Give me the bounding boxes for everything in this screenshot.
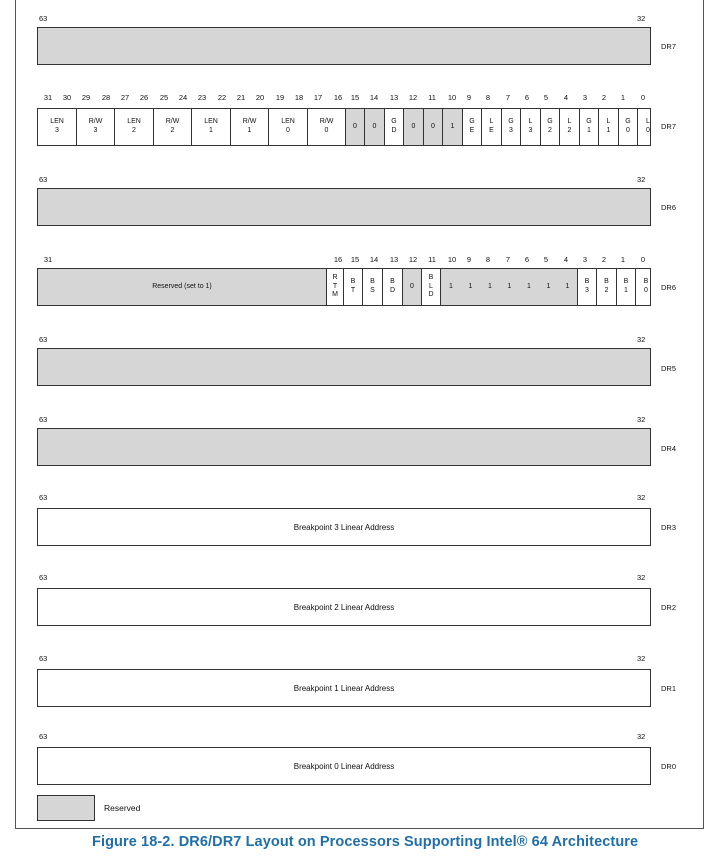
dr7-bit-number-26: 26 — [139, 93, 149, 102]
dr7-field-len0-6: LEN 0 — [269, 109, 308, 145]
dr7-field-0-11: 0 — [404, 109, 424, 145]
dr1-name: DR1 — [661, 684, 677, 693]
dr7-field-g0-22: G 0 — [619, 109, 638, 145]
dr6-bit-number-7: 7 — [505, 255, 511, 264]
dr3-label: Breakpoint 3 Linear Address — [293, 522, 395, 532]
dr7-bit-number-5: 5 — [543, 93, 549, 102]
dr7-bit-number-19: 19 — [275, 93, 285, 102]
dr6-low-name: DR6 — [661, 283, 677, 292]
dr7-bit-number-30: 30 — [62, 93, 72, 102]
dr7-bit-number-4: 4 — [563, 93, 569, 102]
dr7-field-ge-14: G E — [463, 109, 482, 145]
dr7-bit-number-25: 25 — [159, 93, 169, 102]
dr6-bit-number-31: 31 — [43, 255, 53, 264]
dr6-low-register — [37, 268, 651, 306]
dr0-register — [37, 747, 651, 785]
dr7-field-le-15: L E — [482, 109, 502, 145]
dr0-name: DR0 — [661, 762, 677, 771]
dr6-bit-number-6: 6 — [524, 255, 530, 264]
dr5-register — [37, 348, 651, 386]
dr7-bit-number-27: 27 — [120, 93, 130, 102]
dr7-high-register — [37, 27, 651, 65]
dr6-field-bs-3: B S — [363, 269, 383, 305]
dr1-bit-63: 63 — [39, 654, 48, 663]
dr6-field-1-8: 1 — [461, 269, 480, 305]
dr7-bit-number-17: 17 — [313, 93, 323, 102]
dr7-bit-number-0: 0 — [640, 93, 646, 102]
dr0-label: Breakpoint 0 Linear Address — [293, 761, 395, 771]
dr7-field-0-9: 0 — [365, 109, 385, 145]
dr7-field-l2-19: L 2 — [560, 109, 580, 145]
dr6-field-1-9: 1 — [480, 269, 500, 305]
dr6-field-b1-16: B 1 — [617, 269, 636, 305]
dr2-bit-32: 32 — [637, 573, 646, 582]
dr7-bit-number-12: 12 — [408, 93, 418, 102]
dr5-bit-63: 63 — [39, 335, 48, 344]
dr7-bit-number-23: 23 — [197, 93, 207, 102]
dr7-high-bit-63: 63 — [39, 14, 48, 23]
dr7-bit-number-11: 11 — [428, 93, 436, 102]
dr7-bit-number-22: 22 — [217, 93, 227, 102]
dr7-bit-number-14: 14 — [369, 93, 379, 102]
dr7-bit-number-2: 2 — [601, 93, 607, 102]
dr6-bit-number-2: 2 — [601, 255, 607, 264]
dr7-field-0-8: 0 — [346, 109, 365, 145]
dr7-bit-number-24: 24 — [178, 93, 188, 102]
dr7-bit-number-15: 15 — [350, 93, 360, 102]
dr6-bit-number-4: 4 — [563, 255, 569, 264]
dr7-field-len1-4: LEN 1 — [192, 109, 231, 145]
dr7-high-bit-32: 32 — [637, 14, 646, 23]
dr7-field-l3-17: L 3 — [521, 109, 541, 145]
dr2-name: DR2 — [661, 603, 677, 612]
dr5-bit-32: 32 — [637, 335, 646, 344]
dr6-field-1-12: 1 — [539, 269, 558, 305]
dr6-bit-number-3: 3 — [582, 255, 588, 264]
dr7-field-1-13: 1 — [443, 109, 463, 145]
dr3-name: DR3 — [661, 523, 677, 532]
dr6-bit-number-15: 15 — [350, 255, 360, 264]
dr7-field-r-w3-1: R/W 3 — [77, 109, 115, 145]
dr7-bit-number-6: 6 — [524, 93, 530, 102]
dr7-bit-number-20: 20 — [255, 93, 265, 102]
dr7-bit-number-31: 31 — [43, 93, 53, 102]
dr7-bit-number-9: 9 — [466, 93, 472, 102]
dr6-field-b2-15: B 2 — [597, 269, 617, 305]
dr7-bit-number-10: 10 — [447, 93, 457, 102]
dr3-bit-63: 63 — [39, 493, 48, 502]
dr6-field-0-5: 0 — [403, 269, 422, 305]
dr7-bit-number-18: 18 — [294, 93, 304, 102]
legend-reserved-swatch — [37, 795, 95, 821]
dr6-bit-number-5: 5 — [543, 255, 549, 264]
dr7-bit-number-1: 1 — [620, 93, 626, 102]
dr7-bit-number-7: 7 — [505, 93, 511, 102]
dr6-bit-number-16: 16 — [333, 255, 343, 264]
dr6-bit-number-10: 10 — [447, 255, 457, 264]
dr6-bit-number-12: 12 — [408, 255, 418, 264]
dr6-high-bit-32: 32 — [637, 175, 646, 184]
dr7-field-g1-20: G 1 — [580, 109, 599, 145]
dr6-high-bit-63: 63 — [39, 175, 48, 184]
dr7-low-name: DR7 — [661, 122, 677, 131]
dr4-name: DR4 — [661, 444, 677, 453]
dr6-field-bd-4: B D — [383, 269, 403, 305]
dr2-bit-63: 63 — [39, 573, 48, 582]
dr7-bit-number-3: 3 — [582, 93, 588, 102]
dr1-register — [37, 669, 651, 707]
dr6-field-bld-6: B L D — [422, 269, 441, 305]
dr6-bit-number-9: 9 — [466, 255, 472, 264]
dr7-field-l1-21: L 1 — [599, 109, 619, 145]
figure-caption: Figure 18-2. DR6/DR7 Layout on Processors Supporting Intel® 64 Architecture — [92, 834, 639, 850]
dr3-bit-32: 32 — [637, 493, 646, 502]
dr7-field-len3-0: LEN 3 — [38, 109, 77, 145]
dr7-field-g2-18: G 2 — [541, 109, 560, 145]
dr6-bit-number-0: 0 — [640, 255, 646, 264]
dr6-field-1-10: 1 — [500, 269, 519, 305]
dr7-bit-number-8: 8 — [485, 93, 491, 102]
dr7-bit-number-21: 21 — [236, 93, 246, 102]
dr6-field-rtm-1: R T M — [327, 269, 344, 305]
dr7-field-gd-10: G D — [385, 109, 404, 145]
dr6-high-register — [37, 188, 651, 226]
dr6-high-name: DR6 — [661, 203, 677, 212]
dr6-field-1-7: 1 — [441, 269, 461, 305]
dr4-bit-63: 63 — [39, 415, 48, 424]
dr7-bit-number-13: 13 — [389, 93, 399, 102]
dr1-bit-32: 32 — [637, 654, 646, 663]
dr7-field-0-12: 0 — [424, 109, 443, 145]
dr6-field-bt-2: B T — [344, 269, 363, 305]
dr6-bit-number-14: 14 — [369, 255, 379, 264]
dr6-bit-number-1: 1 — [620, 255, 626, 264]
dr6-field-1-11: 1 — [519, 269, 539, 305]
dr6-field-b0-17: B 0 — [643, 278, 649, 294]
dr3-register — [37, 508, 651, 546]
dr0-bit-32: 32 — [637, 732, 646, 741]
dr4-bit-32: 32 — [637, 415, 646, 424]
dr7-high-name: DR7 — [661, 42, 677, 51]
dr7-bit-number-16: 16 — [333, 93, 343, 102]
dr2-label: Breakpoint 2 Linear Address — [293, 602, 395, 612]
dr2-register — [37, 588, 651, 626]
dr0-bit-63: 63 — [39, 732, 48, 741]
dr7-bit-number-29: 29 — [81, 93, 91, 102]
dr6-field-reserved-set-to-1-0: Reserved (set to 1) — [38, 269, 327, 305]
dr7-field-g3-16: G 3 — [502, 109, 521, 145]
legend-reserved-label: Reserved — [104, 803, 141, 813]
dr6-bit-number-11: 11 — [428, 255, 436, 264]
dr7-low-register — [37, 108, 651, 146]
dr7-field-r-w1-5: R/W 1 — [231, 109, 269, 145]
dr6-bit-number-13: 13 — [389, 255, 399, 264]
dr4-register — [37, 428, 651, 466]
dr6-bit-number-8: 8 — [485, 255, 491, 264]
dr7-field-r-w2-3: R/W 2 — [154, 109, 192, 145]
dr1-label: Breakpoint 1 Linear Address — [293, 683, 395, 693]
dr7-field-r-w0-7: R/W 0 — [308, 109, 346, 145]
dr7-field-l0-23: L 0 — [646, 118, 650, 134]
dr7-bit-number-28: 28 — [101, 93, 111, 102]
dr6-field-1-13: 1 — [558, 269, 578, 305]
dr5-name: DR5 — [661, 364, 677, 373]
dr6-field-b3-14: B 3 — [578, 269, 597, 305]
dr7-field-len2-2: LEN 2 — [115, 109, 154, 145]
